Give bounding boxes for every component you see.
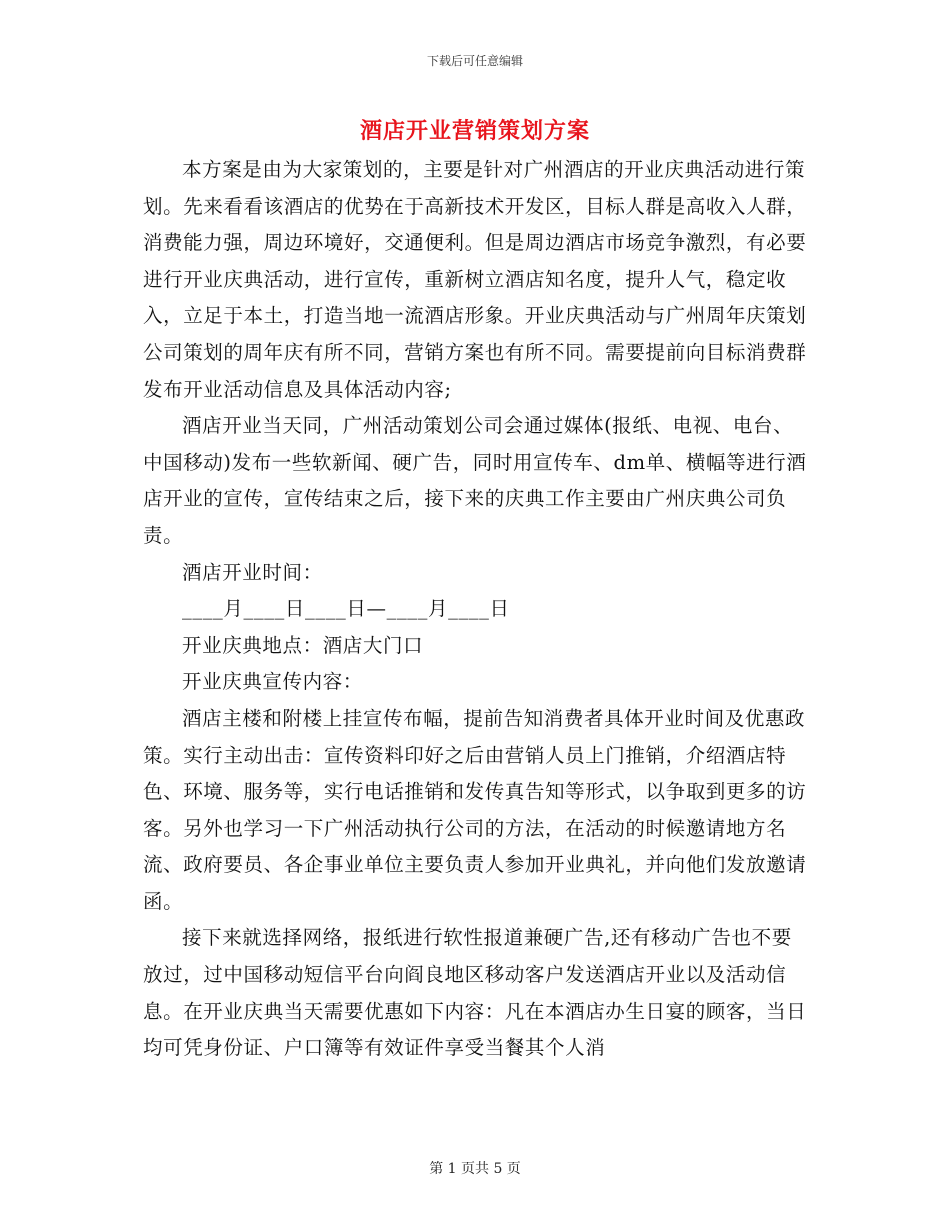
opening-time-label: 酒店开业时间： [182, 560, 323, 584]
document-body [143, 152, 807, 1067]
document-title: 酒店开业营销策划方案 [359, 118, 590, 144]
paragraph-media: 酒店开业当天同，广州活动策划公司会通过媒体(报纸、电视、电台、中国移动)发布一些软新闻、硬广告，同时用宣传车、dm单、横幅等进行酒店开业的宣传，宣传结束之后，接下来的庆典工作主要由广州庆典公司负责。 [143, 414, 807, 547]
promotion-content-label: 开业庆典宣传内容： [182, 670, 363, 694]
paragraph-network: 接下来就选择网络，报纸进行软性报道兼硬广告,还有移动广告也不要放过，过中国移动短信平台向阎良地区移动客户发送酒店开业以及活动信息。在开业庆典当天需要优惠如下内容：凡在本酒店办生日宴的顾客，当日均可凭身份证、户口簿等有效证件享受当餐其个人消 [143, 926, 807, 1060]
paragraph-intro: 本方案是由为大家策划的，主要是针对广州酒店的开业庆典活动进行策划。先来看看该酒店的优势在于高新技术开发区，目标人群是高收入人群，消费能力强，周边环境好，交通便利。但是周边酒店市场竞争激烈，有必要进行开业庆典活动，进行宣传，重新树立酒店知名度，提升人气，稳定收入，立足于本土，打造当地一流酒店形象。开业庆典活动与广州周年庆策划公司策划的周年庆有所不同，营销方案也有所不同。需要提前向目标消费群发布开业活动信息及具体活动内容; [143, 158, 807, 401]
paragraph-promotion: 酒店主楼和附楼上挂宣传布幅，提前告知消费者具体开业时间及优惠政策。实行主动出击：宣传资料印好之后由营销人员上门推销，介绍酒店特色、环境、服务等，实行电话推销和发传真告知等形式，以争取到更多的访客。另外也学习一下广州活动执行公司的方法，在活动的时候邀请地方名流、政府要员、各企事业单位主要负责人参加开业典礼，并向他们发放邀请函。 [143, 706, 807, 913]
page-header-note: 下载后可任意编辑 [426, 54, 523, 68]
ceremony-location: 开业庆典地点：酒店大门口 [182, 633, 424, 657]
opening-time-blanks: ____月____日____日—____月____日 [182, 597, 510, 621]
page-number: 第 1 页共 5 页 [429, 1161, 521, 1177]
